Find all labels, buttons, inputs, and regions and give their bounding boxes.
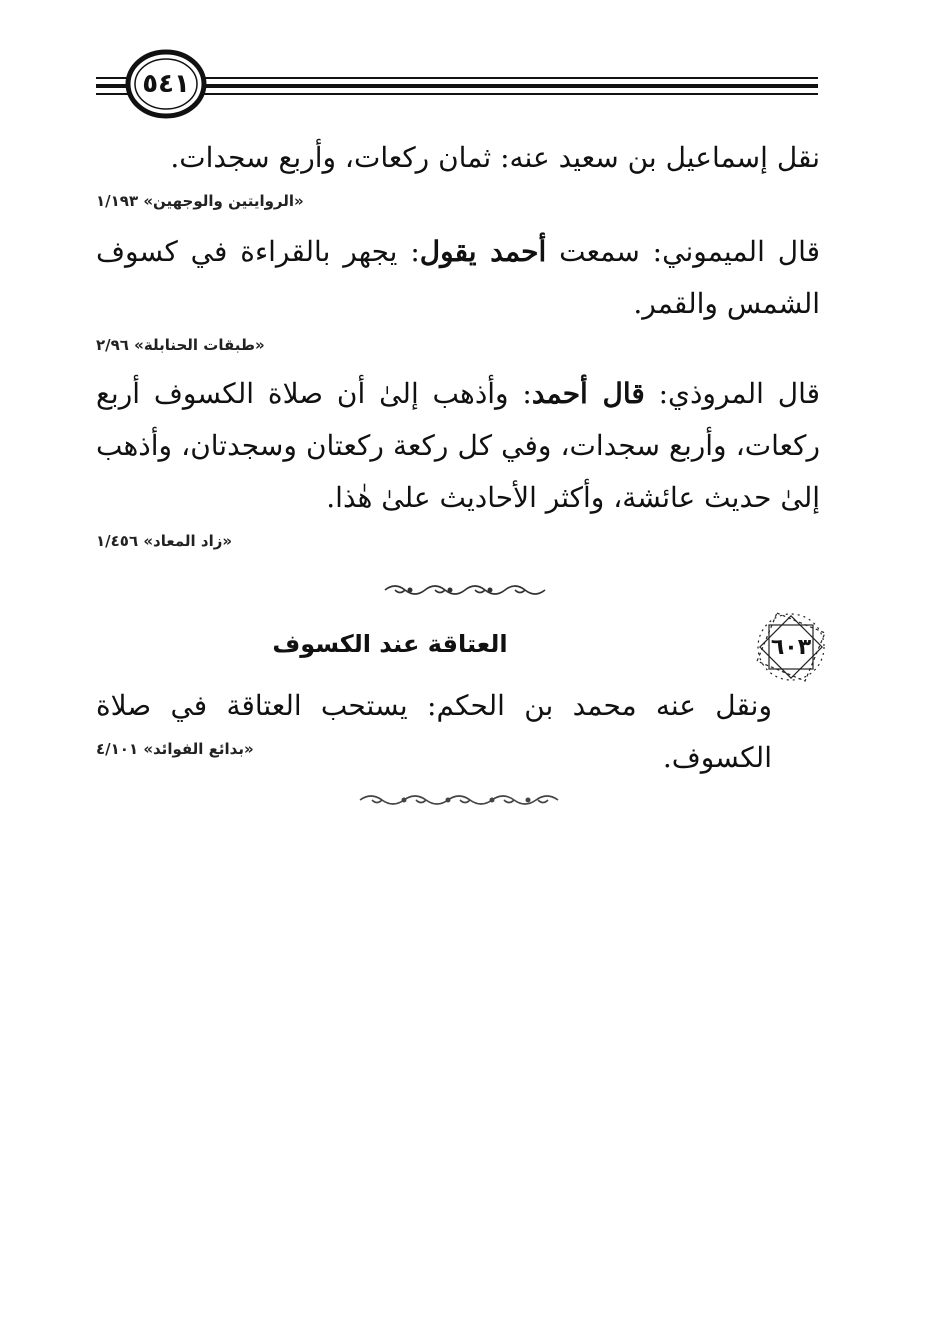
entry-2-text-after: : يجهر بالقراءة في كسوف الشمس والقمر.: [96, 235, 820, 320]
entry-1-text-before: نقل إسماعيل بن سعيد عنه: ثمان ركعات، وأربع سجدات.: [170, 141, 820, 174]
section-number-badge: [752, 608, 830, 686]
entry-2-bold: أحمد يقول: [419, 235, 547, 268]
entry-3-text-before: قال المروذي:: [644, 377, 820, 410]
entry-2-source: «طبقات الحنابلة» ٢/٩٦: [96, 336, 265, 354]
section-text-body: ونقل عنه محمد بن الحكم: يستحب العتاقة في صلاة الكسوف.: [96, 689, 772, 774]
ornament-divider-end: [0, 790, 932, 810]
entry-3-bold: قال أحمد: [531, 377, 645, 410]
page-number: ٥٤١: [142, 69, 190, 99]
page-header: [0, 0, 932, 130]
entry-1-source: «الروايتين والوجهين» ١/١٩٣: [96, 192, 304, 210]
entry-2-text: [96, 226, 820, 330]
entry-3-text-after: : وأذهب إلىٰ أن صلاة الكسوف أربع ركعات، وأربع سجدات، وفي كل ركعة ركعتان وسجدتان، وأذهب إلىٰ حديث عائشة، وأكثر الأحاديث علىٰ هٰذا.: [96, 377, 820, 514]
section-title: العتاقة عند الكسوف: [272, 630, 508, 658]
section-source: «بدائع الفوائد» ٤/١٠١: [96, 740, 254, 758]
section-number: ٦٠٣: [770, 634, 812, 660]
section-text: [96, 680, 772, 784]
entry-3-source: «زاد المعاد» ١/٤٥٦: [96, 532, 233, 550]
entry-2-text-before: قال الميموني: سمعت: [546, 235, 820, 268]
entry-3-text: [96, 368, 820, 524]
ornament-divider: [0, 580, 932, 600]
entry-1-text: [96, 132, 820, 184]
